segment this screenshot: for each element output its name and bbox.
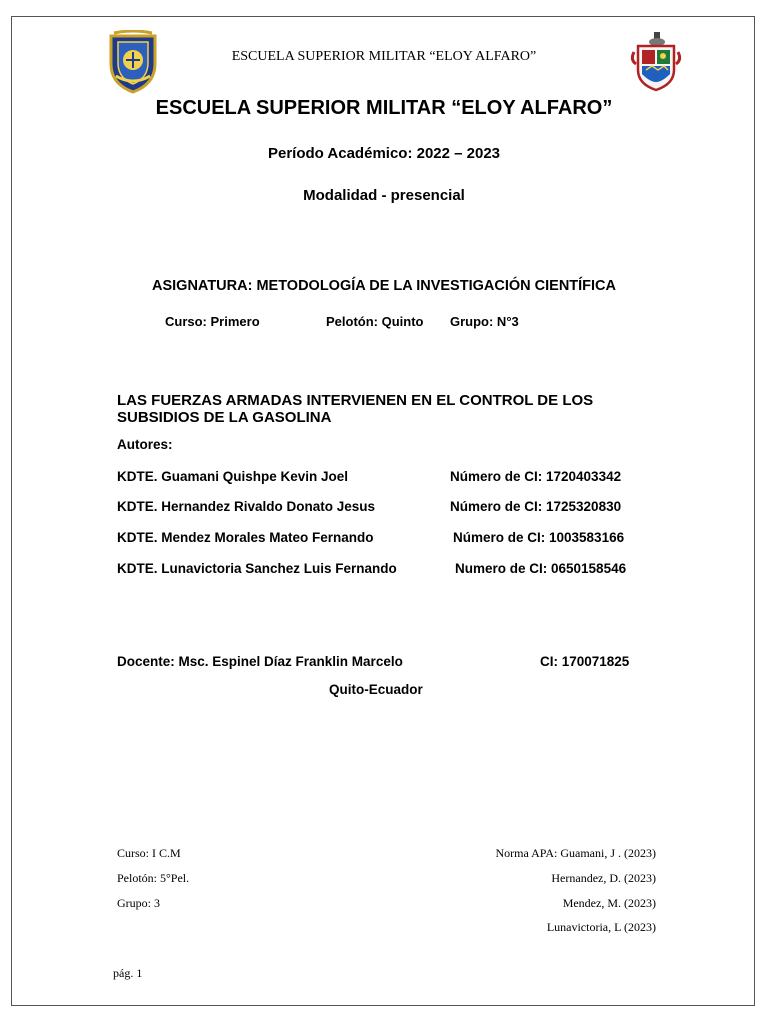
citation-line: Mendez, M. (2023) (562, 896, 656, 910)
teacher-label: Docente: Msc. Espinel Díaz Franklin Marcelo (117, 654, 403, 669)
course-grupo: Grupo: N°3 (450, 314, 519, 329)
page-number: pág. 1 (113, 966, 143, 980)
author-ci: Número de CI: 1003583166 (453, 530, 625, 545)
author-name: KDTE. Hernandez Rivaldo Donato Jesus (117, 499, 376, 514)
author-name: KDTE. Guamani Quishpe Kevin Joel (117, 469, 349, 484)
author-name: KDTE. Mendez Morales Mateo Fernando (117, 530, 374, 545)
running-header-title: ESCUELA SUPERIOR MILITAR “ELOY ALFARO” (231, 49, 537, 64)
authors-label: Autores: (117, 437, 173, 452)
footer-grupo: Grupo: 3 (117, 896, 160, 910)
subject-line: ASIGNATURA: METODOLOGÍA DE LA INVESTIGACIÓN CIENTÍFICA (152, 278, 616, 294)
document-title: ESCUELA SUPERIOR MILITAR “ELOY ALFARO” (155, 97, 613, 119)
footer-peloton: Pelotón: 5°Pel. (117, 871, 190, 885)
modality: Modalidad - presencial (303, 187, 465, 204)
footer-curso: Curso: I C.M (117, 846, 181, 860)
location: Quito-Ecuador (329, 682, 423, 697)
author-name: KDTE. Lunavictoria Sanchez Luis Fernando (117, 561, 397, 576)
academic-period: Período Académico: 2022 – 2023 (267, 145, 501, 162)
course-peloton: Pelotón: Quinto (326, 314, 424, 329)
citation-line: Lunavictoria, L (2023) (546, 920, 656, 934)
teacher-ci: CI: 170071825 (540, 654, 630, 669)
citation-line: Hernandez, D. (2023) (551, 871, 656, 885)
paper-title: LAS FUERZAS ARMADAS INTERVIENEN EN EL CONTROL DE LOS SUBSIDIOS DE LA GASOLINA (117, 392, 594, 426)
course-curso: Curso: Primero (165, 314, 260, 329)
author-ci: Número de CI: 1720403342 (450, 469, 622, 484)
author-ci: Número de CI: 1725320830 (450, 499, 622, 514)
author-ci: Numero de CI: 0650158546 (455, 561, 627, 576)
citation-line: Norma APA: Guamani, J . (2023) (495, 846, 656, 860)
